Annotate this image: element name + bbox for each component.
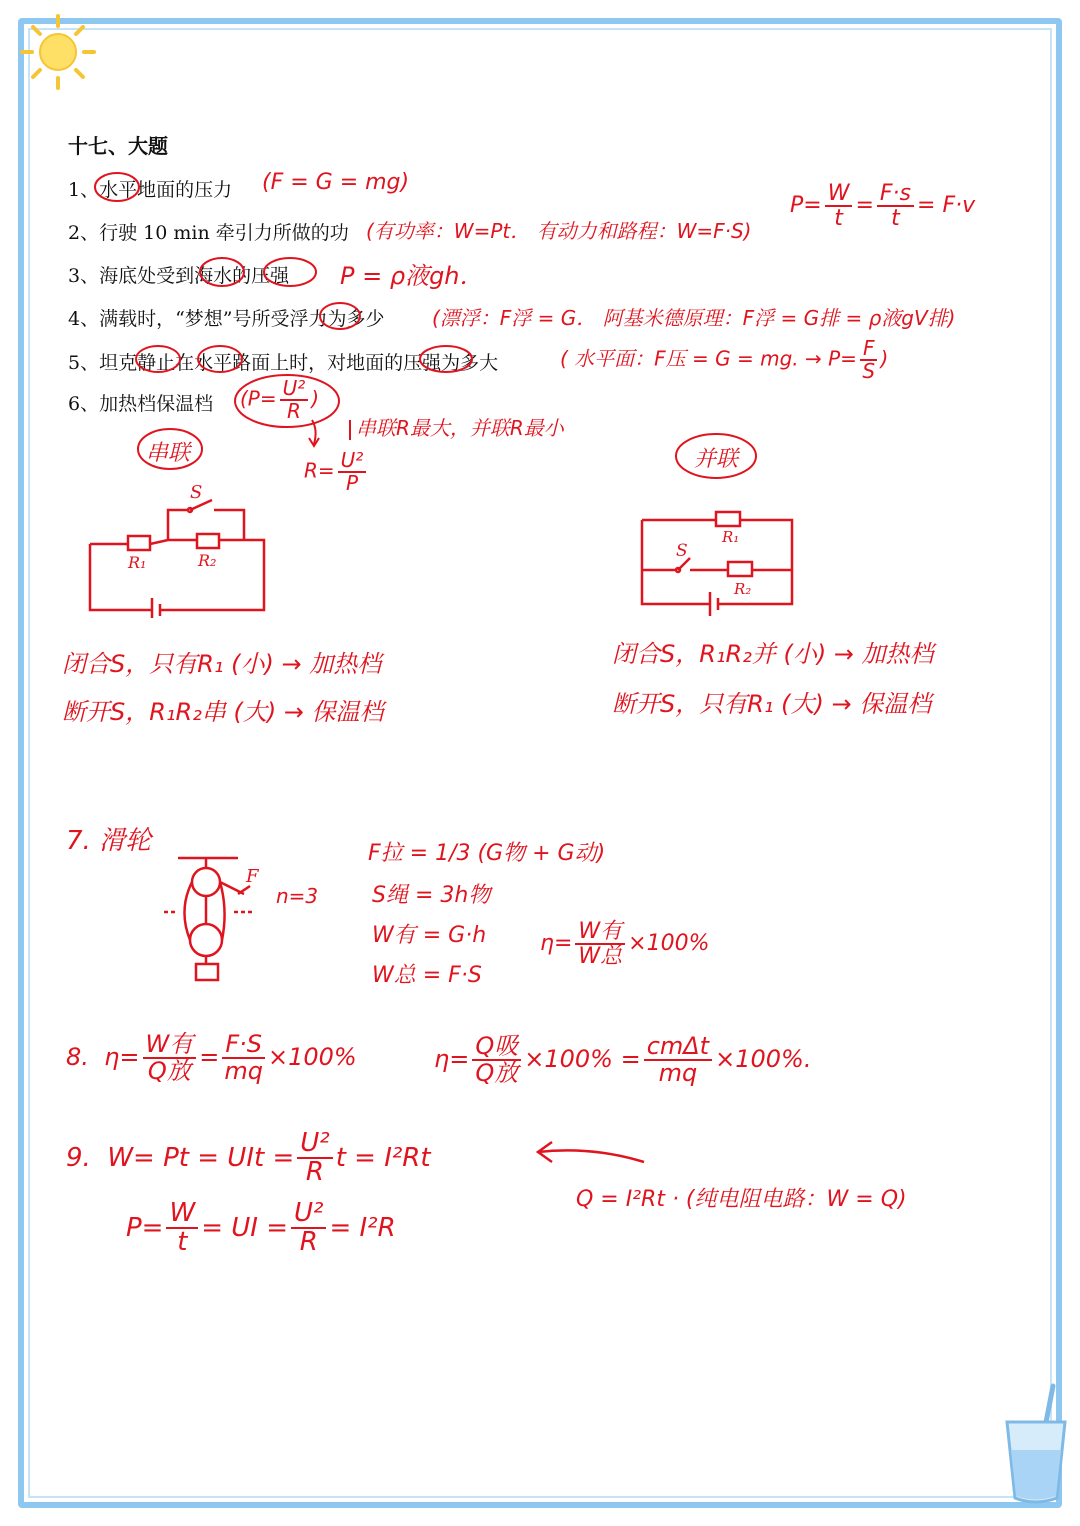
note-q6-den: R [287,399,301,423]
q8-eta2: η= [434,1045,470,1074]
parallel-r2-label: R₂ [734,580,752,598]
series-switch-label: S [190,482,203,503]
note-q5-end: ) [880,346,889,371]
pulley-line-1: F拉 = 1/3 (G物 + G动) [368,841,606,866]
note-q2-side-fs: F·s [877,182,914,207]
pulley-line-3: W有 = G·h [372,923,487,948]
note-q5-lhs: ( 水平面：F压 = G = mg. → P= [560,346,857,371]
question-4: 4、满载时，“梦想”号所受浮力为多少 [68,308,385,330]
note-q2: (有功率：W=Pt． 有动力和路程：W=F·S) [366,219,752,243]
q7-eta-num: W有 [575,920,625,945]
pulley-diagram [158,850,318,990]
q8-f3-den: Q放 [475,1059,519,1088]
note-q6-r-lhs: R= [304,458,335,483]
q9-line2-num2: U² [291,1200,326,1229]
q8-pct: ×100% [268,1043,357,1072]
q8-f3-num: Q吸 [472,1034,521,1061]
water-cup-icon [995,1380,1080,1520]
series-r1-label: R₁ [128,553,147,572]
q9-line2-den1: t [177,1227,188,1258]
q9-note: Q = I²Rt · (纯电阻电路：W = Q) [576,1187,907,1212]
parallel-open-note: 断开S，只有R₁ (大) → 保温档 [612,690,932,718]
page-inner-frame [28,28,1052,1498]
note-q4: (漂浮：F浮 = G． 阿基米德原理：F浮 = G排 = ρ液gV排) [432,306,956,330]
q8-pct3: ×100%. [715,1045,812,1074]
note-q3: P = ρ液gh． [340,262,484,290]
q9-line1-b: t = I²Rt [335,1142,431,1173]
q8-f1-num: W有 [143,1032,197,1059]
note-q5 [560,338,888,382]
question-2: 2、行驶 10 min 牵引力所做的功 [68,222,349,244]
q7-eta-rhs: ×100% [628,931,710,957]
note-q1: (F = G = mg) [262,170,410,195]
q9-no: 9. [66,1142,91,1173]
pulley-efficiency [540,920,710,968]
question-3: 3、海底处受到海水的压强 [68,265,290,287]
note-q5-num: F [860,338,878,361]
arrow-left-icon [532,1136,652,1176]
note-q6-end: ) [311,386,320,411]
note-q2-side-t2: t [891,206,900,232]
q7-eta-den: W总 [578,944,623,970]
series-circuit-diagram [80,478,380,618]
q7-title: 7. 滑轮 [66,826,152,856]
pulley-line-4: W总 = F·S [372,963,482,988]
note-q5-den: S [862,359,876,383]
note-q6-rule: 串联R最大，并联R最小 [356,416,564,440]
q9-line2-den2: R [299,1227,318,1258]
q8-f1-den: Q放 [147,1057,191,1086]
q9-line1-den: R [305,1157,324,1188]
parallel-closed-note: 闭合S，R₁R₂并 (小) → 加热档 [612,640,934,668]
q9-line1-a: W= Pt = UIt = [107,1142,295,1173]
series-r2-label: R₂ [198,551,217,570]
q9-line-2 [126,1200,396,1257]
q8-f4-den: mq [658,1059,698,1088]
note-q2-side-t: t [834,206,843,232]
q8-no: 8. [66,1043,89,1072]
pulley-line-2: S绳 = 3h物 [372,883,491,908]
parallel-r1-label: R₁ [722,528,740,546]
note-q2-side-lhs: P= [790,193,822,219]
q9-line2-num1: W [166,1200,198,1229]
q9-line2-a: P= [126,1212,164,1243]
section-title: 十七、大题 [68,134,168,158]
parallel-circuit-diagram [632,500,852,630]
pulley-n: n=3 [276,884,319,908]
parallel-label: 并联 [694,447,739,472]
question-6: 6、加热档保温档 [68,393,214,415]
sun-icon [14,8,104,98]
q9-line1-num: U² [297,1130,332,1159]
q8-pct2: ×100% = [524,1045,641,1074]
note-q6-num: U² [280,378,309,401]
q7-eta-lhs: η= [540,931,573,957]
question-1: 1、水平地面的压力 [68,179,233,201]
pulley-f-label: F [246,866,259,887]
q9-line2-b: = UI = [201,1212,288,1243]
note-q2-side: P= $\frac{W}{t}$ = $\frac{F\cdot s}{t}$ = F·v [790,181,976,232]
q8-heat-line [434,1034,811,1086]
q8-f2-num: F·S [222,1032,265,1059]
q9-line2-c: = I²R [329,1212,396,1243]
q8-f2-den: mq [224,1057,263,1086]
q8-eta: η= [104,1043,140,1072]
note-q6-r-den: P [345,471,359,495]
q8-line: 8. η= $\frac{\text{W有}}{\text{Q放}}$ = $\frac{F\cdot S}{mq}$ ×100% [66,1030,357,1086]
note-q6-formula [240,378,319,422]
series-open-note: 断开S，R₁R₂串 (大) → 保温档 [62,698,384,726]
note-q2-side-w: W [825,182,853,207]
q8-f4-num: cmΔt [644,1034,712,1061]
q9-line-1 [66,1130,431,1187]
series-closed-note: 闭合S，只有R₁ (小) → 加热档 [62,650,382,678]
note-q2-side-rhs: = F·v [917,193,976,219]
series-label: 串联 [146,441,191,466]
question-5: 5、坦克静止在水平路面上时，对地面的压强为多大 [68,352,499,374]
note-q6-r-num: U² [338,450,367,473]
note-q6-p: (P= [240,386,277,411]
parallel-switch-label: S [676,541,688,561]
